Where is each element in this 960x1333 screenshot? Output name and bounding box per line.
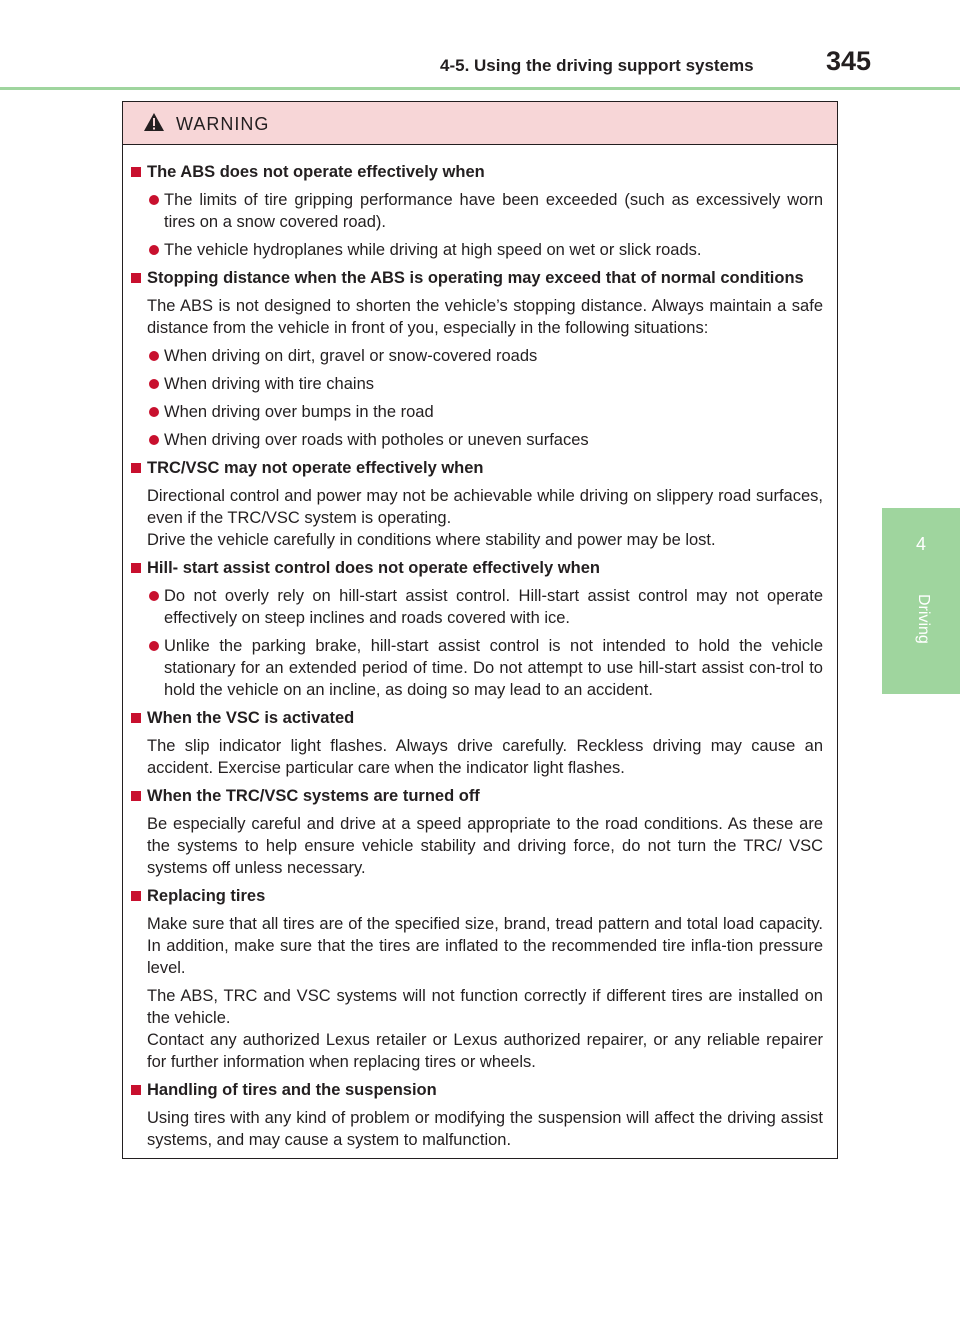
bullet-dot-icon xyxy=(149,591,159,601)
section-title-text: Replacing tires xyxy=(147,887,266,905)
section-marker-icon xyxy=(131,167,141,177)
section-marker-icon xyxy=(131,1085,141,1095)
section-title-text: TRC/VSC may not operate effectively when xyxy=(147,459,484,477)
section-title xyxy=(130,885,823,907)
bullet-text: When driving over bumps in the road xyxy=(164,403,434,421)
page-number: 345 xyxy=(826,46,872,76)
section-title-text: Hill- start assist control does not operate effectively when xyxy=(147,559,600,577)
bullet-dot-icon xyxy=(149,379,159,389)
warning-box xyxy=(122,101,838,1159)
bullet-dot-icon xyxy=(149,351,159,361)
bullet-dot-icon xyxy=(149,245,159,255)
section-title xyxy=(130,161,823,183)
bullet-text: The vehicle hydroplanes while driving at high speed on wet or slick roads. xyxy=(164,241,702,259)
bullet-text: Do not overly rely on hill-start assist control. Hill-start assist control may not operate effectively on steep inclines and roads covered with ice. xyxy=(164,587,823,627)
bullet-item xyxy=(130,373,823,395)
section-title xyxy=(130,707,823,729)
chapter-number: 4 xyxy=(915,534,926,554)
section-header-title: 4-5. Using the driving support systems xyxy=(440,56,754,75)
bullet-dot-icon xyxy=(149,195,159,205)
warning-header xyxy=(123,102,837,145)
paragraph-line: The ABS, TRC and VSC systems will not function correctly if different tires are installed on the vehicle. xyxy=(147,987,823,1027)
section-title-text: Stopping distance when the ABS is operating may exceed that of normal conditions xyxy=(147,269,804,287)
paragraph: The slip indicator light flashes. Always drive carefully. Reckless driving may cause an accident. Exercise particular care when the indicator light flashes. xyxy=(147,737,823,777)
section-title xyxy=(130,785,823,807)
section-marker-icon xyxy=(131,713,141,723)
header-divider xyxy=(0,87,960,90)
paragraph-line: Drive the vehicle carefully in conditions where stability and power may be lost. xyxy=(147,531,716,549)
bullet-item xyxy=(130,635,823,701)
section-marker-icon xyxy=(131,563,141,573)
section-marker-icon xyxy=(131,891,141,901)
section-marker-icon xyxy=(131,463,141,473)
bullet-text: The limits of tire gripping performance have been exceeded (such as excessively worn tires on a snow covered road). xyxy=(164,191,823,231)
bullet-item xyxy=(130,239,823,261)
section-title xyxy=(130,267,823,289)
bullet-text: When driving over roads with potholes or uneven surfaces xyxy=(164,431,589,449)
bullet-text: When driving with tire chains xyxy=(164,375,375,393)
section-title-text: When the TRC/VSC systems are turned off xyxy=(147,787,480,805)
bullet-dot-icon xyxy=(149,435,159,445)
chapter-side-tab xyxy=(882,508,960,694)
warning-body xyxy=(123,145,837,1151)
section-title-text: When the VSC is activated xyxy=(147,709,355,727)
section-marker-icon xyxy=(131,273,141,283)
bullet-item xyxy=(130,189,823,233)
bullet-item xyxy=(130,429,823,451)
paragraph: Make sure that all tires are of the specified size, brand, tread pattern and total load capacity. In addition, make sure that the tires are inflated to the recommended tire infla-tion pressure level. xyxy=(147,915,823,977)
paragraph xyxy=(130,485,823,551)
bullet-text: When driving on dirt, gravel or snow-covered roads xyxy=(164,347,538,365)
bullet-dot-icon xyxy=(149,407,159,417)
section-marker-icon xyxy=(131,791,141,801)
section-title xyxy=(130,1079,823,1101)
bullet-dot-icon xyxy=(149,641,159,651)
bullet-item xyxy=(130,401,823,423)
section-title xyxy=(130,557,823,579)
section-title xyxy=(130,457,823,479)
paragraph xyxy=(130,985,823,1073)
paragraph: The ABS is not designed to shorten the vehicle’s stopping distance. Always maintain a safe distance from the vehicle in front of you, especially in the following situations: xyxy=(147,297,823,337)
section-title-text: Handling of tires and the suspension xyxy=(147,1081,437,1099)
warning-title: WARNING xyxy=(176,114,270,134)
paragraph-line: Contact any authorized Lexus retailer or Lexus authorized repairer, or any reliable repairer for further information when replacing tires or wheels. xyxy=(147,1031,823,1071)
bullet-item xyxy=(130,585,823,629)
warning-triangle-icon xyxy=(143,112,165,132)
bullet-text: Unlike the parking brake, hill-start assist control is not intended to hold the vehicle stationary for an extended period of time. Do not attempt to use hill-start assist con-trol to hold the vehicle on an incline, as doing so may lead to an accident. xyxy=(164,637,823,699)
section-title-text: The ABS does not operate effectively when xyxy=(147,163,485,181)
paragraph-line: Directional control and power may not be achievable while driving on slippery road surfaces, even if the TRC/VSC system is operating. xyxy=(147,487,823,527)
chapter-label: Driving xyxy=(915,594,932,644)
bullet-item xyxy=(130,345,823,367)
paragraph: Using tires with any kind of problem or modifying the suspension will affect the driving assist systems, and may cause a system to malfunction. xyxy=(147,1109,823,1149)
paragraph: Be especially careful and drive at a speed appropriate to the road conditions. As these are the systems to help ensure vehicle stability and driving force, do not turn the TRC/ VSC systems off unless necessary. xyxy=(147,815,823,877)
